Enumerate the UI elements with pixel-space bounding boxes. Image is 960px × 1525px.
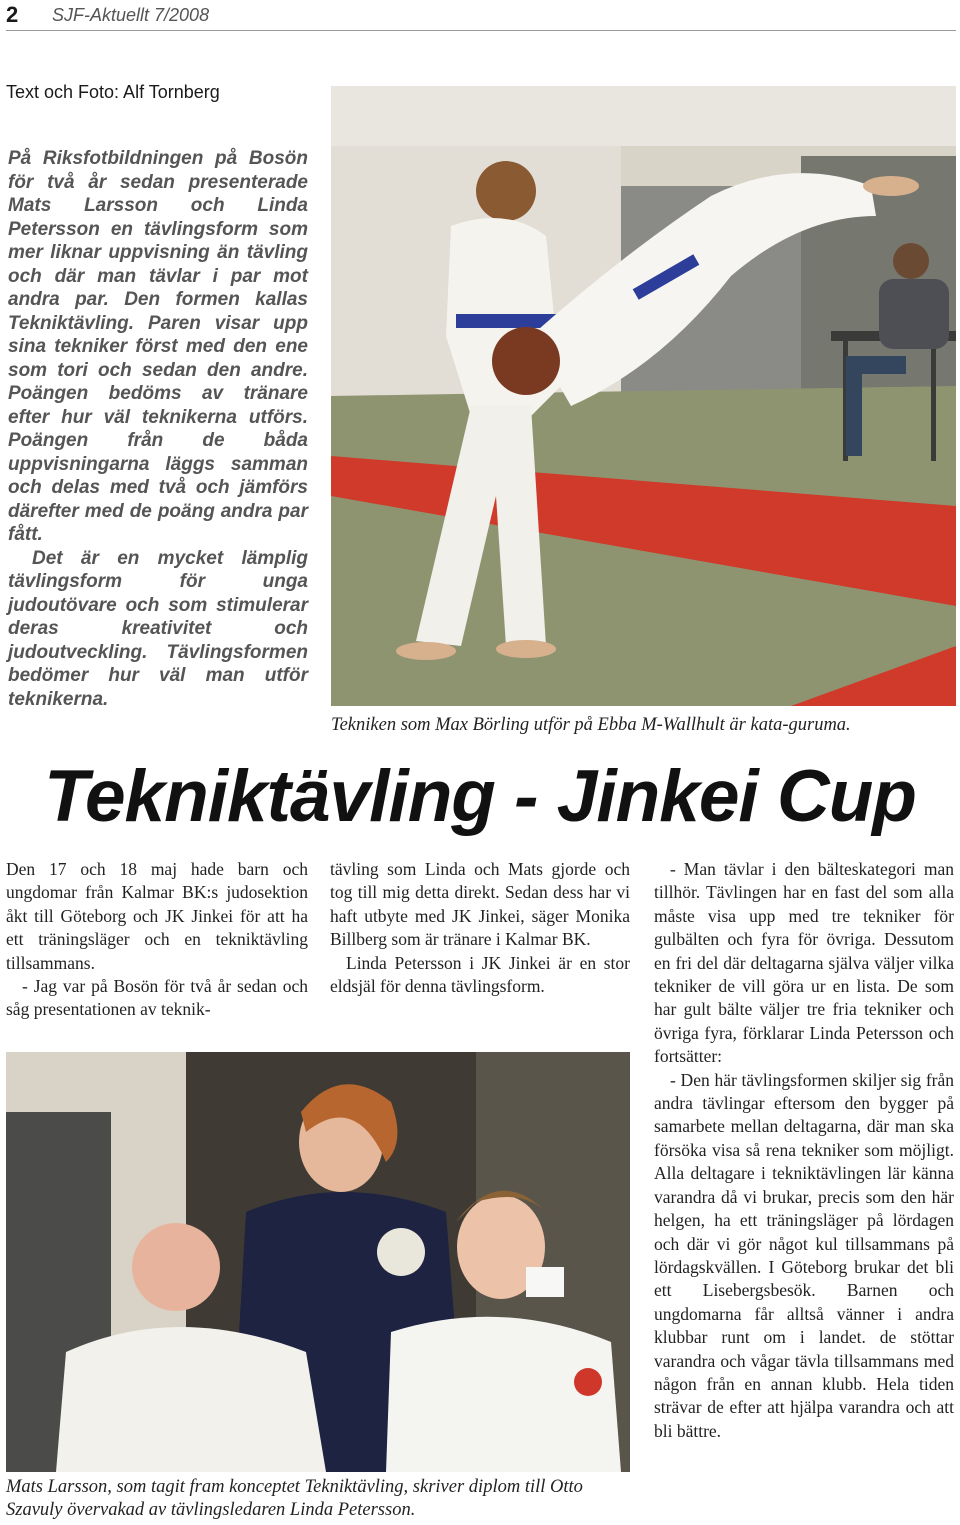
- body-paragraph: - Man tävlar i den bälteskategori man tillhör. Tävlingen har en fast del som alla måste visa upp med tre tekniker för gulbälten och fyra för övriga. Dessutom en fri del där deltagarna själva väljer vilka tekniker de vill göra ur en lista. De som har gult bälte väljer tre fria tekniker och övriga fyra, förklarar Linda Petersson och fortsätter:: [654, 859, 954, 1067]
- photo2-caption: Mats Larsson, som tagit fram konceptet Tekniktävling, skriver diplom till Otto Szavuly övervakad av tävlingsledaren Linda Petersson.: [6, 1477, 583, 1520]
- body-column-2: [330, 858, 630, 998]
- header-rule: [6, 30, 956, 31]
- body-column-1: [6, 858, 308, 1022]
- body-paragraph: - Den här tävlingsformen skiljer sig från andra tävlingar eftersom den bygger på samarbete mellan deltagarna, där man ska försöka visa så rena tekniker som möjligt. Alla deltagare i tekniktävlingen lär känna varandra då vi brukar, precis som den här helgen, ha ett träningsläger på lördagen och där vi gör något kul tillsammans på lördagskvällen. I Göteborg brukar det bli ett Lisebergsbesök. Barnen och ungdomarna får alltså vänner i andra klubbar runt om i landet. de stöttar varandra och vågar tävla tillsammans med någon från en annan klubb. Hela tiden strävar de efter att hjälpa varandra och att bli bättre.: [654, 1069, 954, 1441]
- body-paragraph: tävling som Linda och Mats gjorde och tog till mig detta direkt. Sedan dess har vi haft utbyte med JK Jinkei, säger Monika Billberg som är tränare i Kalmar BK.: [330, 859, 630, 950]
- body-paragraph: - Jag var på Bosön för två år sedan och såg presentationen av teknik-: [6, 976, 308, 1020]
- photo1-caption: Tekniken som Max Börling utför på Ebba M-Wallhult är kata-guruma.: [331, 715, 851, 735]
- issue-label: SJF-Aktuellt 7/2008: [52, 5, 210, 25]
- body-paragraph: Den 17 och 18 maj hade barn och ungdomar från Kalmar BK:s judosektion åkt till Göteborg och JK Jinkei för att ha ett träningsläger och en tekniktävling tillsammans.: [6, 859, 308, 973]
- headline: Tekniktävling - Jinkei Cup: [44, 756, 916, 837]
- intro-text: [8, 147, 308, 711]
- intro-paragraph-1: På Riksfotbildningen på Bosön för två år sedan presenterade Mats Larsson och Linda Petersson en tävlingsform som mer liknar uppvisning än tävling och där man tävlar i par mot andra par. Den formen kallas Tekniktävling. Paren visar upp sina tekniker först med den ene som tori och sedan den andre. Poängen bedöms av tränare efter hur väl teknikerna utförs. Poängen från de båda uppvisningarna läggs samman och delas med två och jämförs därefter med de poäng andra par fått.: [8, 148, 308, 545]
- intro-paragraph-2: Det är en mycket lämplig tävlingsform för unga judoutövare och som stimulerar deras kreativitet och judoutveckling. Tävlingsformen bedömer hur väl man utför teknikerna.: [8, 547, 308, 710]
- byline: Text och Foto: Alf Tornberg: [6, 82, 220, 102]
- body-paragraph: Linda Petersson i JK Jinkei är en stor eldsjäl för denna tävlingsform.: [330, 952, 630, 997]
- body-column-3: [654, 858, 954, 1443]
- judo-throw-photo: [331, 86, 956, 706]
- page-number: 2: [6, 2, 19, 27]
- diploma-photo: [6, 1052, 630, 1472]
